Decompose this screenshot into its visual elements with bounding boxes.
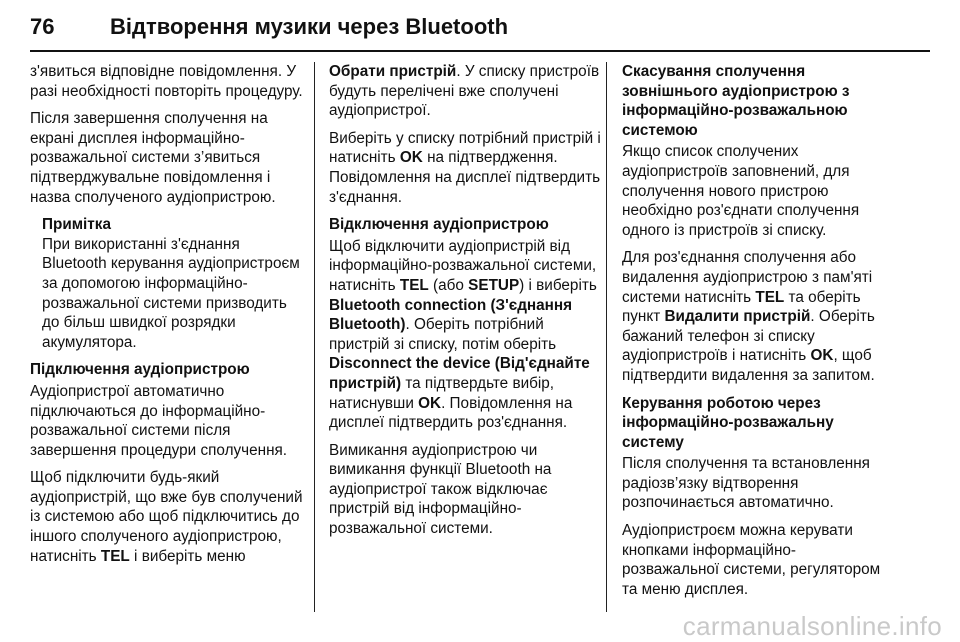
paragraph: Аудіопристроєм можна керувати кнопками інформаційно-розважальної системи, регулятором та меню дисплея. [622,522,881,598]
paragraph: Якщо список сполучених аудіопристроїв заповнений, для сполучення нового пристрою необхідно роз'єднати сполучення одного із пристроїв зі списку. [622,143,860,239]
column-divider-2 [606,62,607,612]
paragraph [622,248,890,385]
text: Щоб відключити аудіопристрій від інформаційно-розважальної системи, натисніть [329,237,597,294]
watermark: carmanualsonline.info [682,611,942,641]
paragraph [30,468,304,566]
paragraph: Після сполучення та встановлення радіозв’язку відтворення розпочинається автоматично. [622,455,870,512]
text: . Оберіть потрібний пристрій зі списку, потім оберіть [329,316,557,353]
text: Щоб підключити будь-який аудіопристрій, що вже був сполучений із системою або щоб підключитись до іншого сполученого аудіопристрою, натисніть [30,469,303,565]
ok-key-label: OK [399,149,423,167]
menu-item-label: Bluetooth connection (З'єднання Bluetooth) [329,296,573,334]
ok-key-label: OK [418,394,442,412]
text: і виберіть меню [129,547,246,565]
menu-item-label: Disconnect the device (Від'єднайте пристрій) [329,355,590,392]
text: , щоб підтвердити видалення за запитом. [622,347,875,384]
text: та оберіть пункт [622,288,861,326]
page-title: Відтворення музики через Bluetooth [110,14,509,39]
text: (або [428,276,469,294]
paragraph [329,129,603,207]
column-2 [329,62,603,547]
section-heading-control: Керування роботою через інформаційно-розважальну систему [622,394,834,451]
page-number: 76 [30,14,55,39]
paragraph: з'явиться відповідне повідомлення. У разі необхідності повторіть процедуру. [30,63,303,100]
ok-key-label: OK [810,347,834,365]
text: . У списку пристроїв будуть перелічені вже сполучені аудіопристрої. [329,63,600,120]
menu-item-label: Видалити пристрій [664,308,811,326]
note-title: Примітка [42,216,111,234]
setup-key-label: SETUP [468,276,520,294]
paragraph [329,62,603,121]
note-text: При використанні з'єднання Bluetooth керування аудіопристроєм за допомогою інформаційно-розважальної системи призводить до більш швидкої розрядки акумулятора. [42,235,300,351]
text: на підтвердження. Повідомлення на дисплеї підтвердить з'єднання. [329,149,601,206]
text: ) і виберіть [519,276,597,294]
text: та підтвердьте вибір, натиснувши [329,374,555,412]
tel-key-label: TEL [100,547,130,565]
column-divider-1 [314,62,315,612]
text: . Оберіть бажаний телефон зі списку аудіопристроїв і натисніть [622,308,875,365]
tel-key-label: TEL [755,288,785,306]
page-header [30,4,930,50]
paragraph: Вимикання аудіопристрою чи вимикання функції Bluetooth на аудіопристрої також відключає пристрій від інформаційно-розважальної системи. [329,441,552,538]
column-3 [622,62,890,607]
section-heading-cancel-pairing: Скасування сполучення зовнішнього аудіопристрою з інформаційно-розважальною системою [622,63,850,139]
text: Для роз'єднання сполучення або видалення аудіопристрою з пам'яті системи натисніть [622,249,873,306]
paragraph: Після завершення сполучення на екрані дисплея інформаційно-розважальної системи з’явиться підтверджувальне повідомлення і назва сполученого аудіопристрою. [30,110,276,206]
header-rule [30,50,930,52]
tel-key-label: TEL [399,276,429,294]
section-heading-connect: Підключення аудіопристрою [30,361,250,379]
text: . Повідомлення на дисплеї підтвердить роз'єднання. [329,394,573,432]
column-1 [30,62,304,574]
paragraph: Аудіопристрої автоматично підключаються до інформаційно-розважальної системи після завершення процедури сполучення. [30,382,288,459]
text: Виберіть у списку потрібний пристрій і натисніть [329,129,601,167]
menu-item-label: Обрати пристрій [329,63,457,80]
note-box [30,215,304,352]
paragraph [329,237,603,433]
section-heading-disconnect: Відключення аудіопристрою [329,216,549,234]
